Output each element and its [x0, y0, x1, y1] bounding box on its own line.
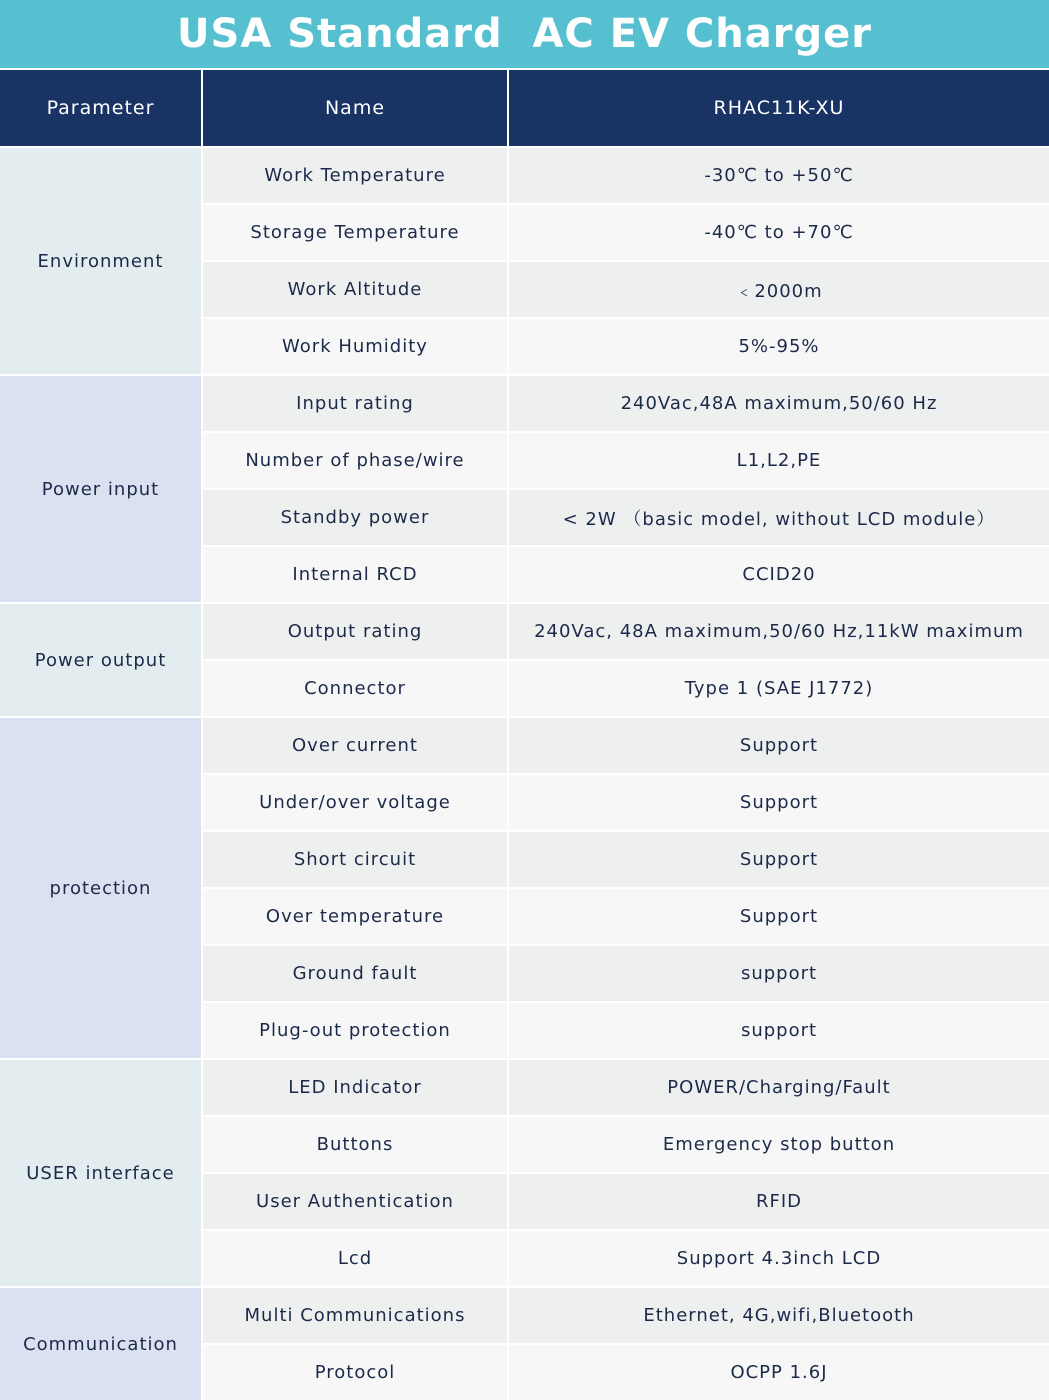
group-label-communication: Communication [0, 1287, 202, 1400]
row-value: L1,L2,PE [508, 432, 1049, 489]
row-name: Internal RCD [202, 546, 508, 603]
row-value: Support 4.3inch LCD [508, 1230, 1049, 1287]
table-row [0, 147, 1049, 204]
header-name: Name [202, 70, 508, 147]
row-name: Work Altitude [202, 261, 508, 318]
row-value: 240Vac, 48A maximum,50/60 Hz,11kW maximum [508, 603, 1049, 660]
table-header [0, 70, 1049, 147]
row-value: -40℃ to +70℃ [508, 204, 1049, 261]
row-name: Under/over voltage [202, 774, 508, 831]
row-name: Connector [202, 660, 508, 717]
table-row [0, 1287, 1049, 1344]
row-value: OCPP 1.6J [508, 1344, 1049, 1400]
row-value: support [508, 945, 1049, 1002]
row-value: Support [508, 888, 1049, 945]
row-value: Support [508, 831, 1049, 888]
row-value: CCID20 [508, 546, 1049, 603]
header-parameter: Parameter [0, 70, 202, 147]
group-label-power-output: Power output [0, 603, 202, 717]
table-row [0, 603, 1049, 660]
group-label-power-input: Power input [0, 375, 202, 603]
row-name: Work Humidity [202, 318, 508, 375]
row-name: Input rating [202, 375, 508, 432]
row-name: Storage Temperature [202, 204, 508, 261]
table-row [0, 717, 1049, 774]
page-title: USA Standard AC EV Charger [177, 11, 872, 57]
group-label-user-interface: USER interface [0, 1059, 202, 1287]
row-value: ﹤2000m [508, 261, 1049, 318]
row-name: Over temperature [202, 888, 508, 945]
row-value: 5%-95% [508, 318, 1049, 375]
row-value: POWER/Charging/Fault [508, 1059, 1049, 1116]
row-value: -30℃ to +50℃ [508, 147, 1049, 204]
row-value: Support [508, 774, 1049, 831]
row-name: Work Temperature [202, 147, 508, 204]
row-value: < 2W （basic model, without LCD module） [508, 489, 1049, 546]
header-row [0, 70, 1049, 147]
row-value: Type 1 (SAE J1772) [508, 660, 1049, 717]
row-name: Standby power [202, 489, 508, 546]
group-label-environment: Environment [0, 147, 202, 375]
table-row [0, 375, 1049, 432]
row-name: Ground fault [202, 945, 508, 1002]
table-body [0, 147, 1049, 1400]
row-name: Lcd [202, 1230, 508, 1287]
row-name: Over current [202, 717, 508, 774]
row-name: Buttons [202, 1116, 508, 1173]
row-value: support [508, 1002, 1049, 1059]
row-name: Output rating [202, 603, 508, 660]
row-name: Plug-out protection [202, 1002, 508, 1059]
table-row [0, 1059, 1049, 1116]
row-name: Number of phase/wire [202, 432, 508, 489]
row-name: Protocol [202, 1344, 508, 1400]
group-label-protection: protection [0, 717, 202, 1059]
header-model: RHAC11K-XU [508, 70, 1049, 147]
spec-table [0, 70, 1049, 1400]
row-name: LED Indicator [202, 1059, 508, 1116]
title-banner [0, 0, 1049, 68]
row-value: RFID [508, 1173, 1049, 1230]
row-value: Ethernet, 4G,wifi,Bluetooth [508, 1287, 1049, 1344]
row-value: Support [508, 717, 1049, 774]
row-value: 240Vac,48A maximum,50/60 Hz [508, 375, 1049, 432]
row-name: Multi Communications [202, 1287, 508, 1344]
row-name: User Authentication [202, 1173, 508, 1230]
row-name: Short circuit [202, 831, 508, 888]
row-value: Emergency stop button [508, 1116, 1049, 1173]
